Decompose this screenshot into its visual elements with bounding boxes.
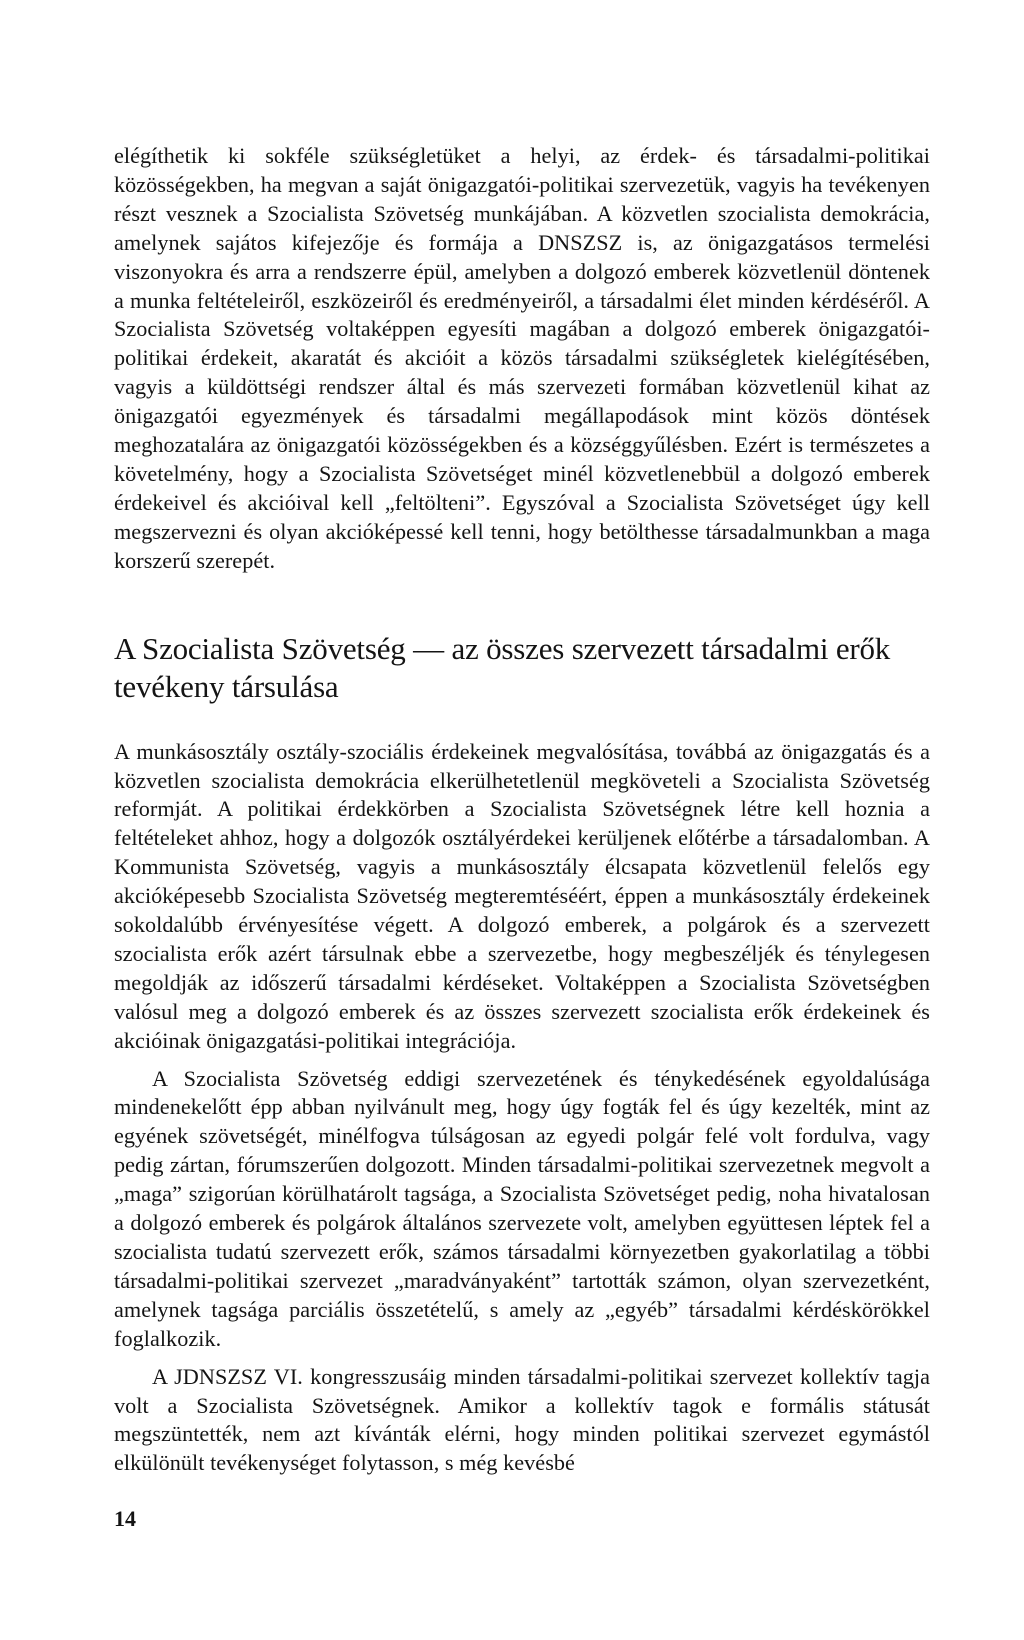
- paragraph: A JDNSZSZ VI. kongresszusáig minden társadalmi-politikai szervezet kollektív tagja volt a Szocialista Szövetségnek. Amikor a kollektív tagok e formális státusát megszüntették, nem azt kívánták elérni, hogy minden politikai szervezet egymástól elkülönült tevékenységet folytasson, s még kevésbé: [114, 1363, 930, 1476]
- paragraph-continued: elégíthetik ki sokféle szükségletüket a helyi, az érdek- és társadalmi-politikai közösségekben, ha megvan a saját önigazgatói-politikai szervezetük, vagyis ha tevékenyen részt vesznek a Szocialista Szövetség munkájában. A közvetlen szocialista demokrácia, amelynek sajátos kifejezője és formája a DNSZSZ is, az önigazgatásos termelési viszonyokra és arra a rendszerre épül, amelyben a dolgozó emberek közvetlenül döntenek a munka feltételeiről, eszközeiről és eredményeiről, a társadalmi élet minden kérdéséről. A Szocialista Szövetség voltaképpen egyesíti magában a dolgozó emberek önigazgatói-politikai érdekeit, akaratát és akcióit a közös társadalmi szükségletek kielégítésében, vagyis a küldöttségi rendszer által és más szervezeti formában közvetlenül kihat az önigazgatói egyezmények és társadalmi megállapodások mint közös döntések meghozatalára az önigazgatói közösségekben és a községgyűlésben. Ezért is természetes a követelmény, hogy a Szocialista Szövetséget minél közvetlenebbül a dolgozó emberek érdekeivel és akcióival kell „feltölteni”. Egyszóval a Szocialista Szövetséget úgy kell megszervezni és olyan akcióképessé kell tenni, hogy betölthesse társadalmunkban a maga korszerű szerepét.: [114, 143, 930, 573]
- spacer: [114, 1056, 930, 1065]
- paragraph: A Szocialista Szövetség eddigi szervezetének és ténykedésének egyoldalúsága mindenekelőtt épp abban nyilvánult meg, hogy úgy fogták fel és úgy kezelték, mint az egyének szövetségét, minélfogva túlságosan az egyedi polgár felé volt fordulva, vagy pedig zártan, fórumszerűen dolgozott. Minden társadalmi-politikai szervezetnek megvolt a „maga” szigorúan körülhatárolt tagsága, a Szocialista Szövetséget pedig, noha hivatalosan a dolgozó emberek és polgárok általános szervezete volt, amelyben együttesen léptek fel a szocialista tudatú szervezett erők, számos társadalmi környezetben gyakorlatilag a többi társadalmi-politikai szervezet „maradványaként” tartották számon, olyan szervezetként, amelynek tagsága parciális összetételű, s amely az „egyéb” társadalmi kérdéskörökkel foglalkozik.: [114, 1065, 930, 1351]
- spacer: [114, 1354, 930, 1363]
- spacer: [114, 576, 930, 630]
- spacer: [114, 706, 930, 738]
- paragraph: A munkásosztály osztály-szociális érdekeinek megvalósítása, továbbá az önigazgatás és a közvetlen szocialista demokrácia elkerülhetetlenül megköveteli a Szocialista Szövetség reformját. A politikai érdekkörben a Szocialista Szövetségnek létre kell hoznia a feltételeket ahhoz, hogy a dolgozók osztályérdekei kerüljenek előtérbe a társadalomban. A Kommunista Szövetség, vagyis a munkásosztály élcsapata közvetlenül felelős egy akcióképesebb Szocialista Szövetség megteremtéséért, éppen a munkásosztály érdekeinek sokoldalúbb érvényesítése végett. A dolgozó emberek, a polgárok és a szervezett szocialista erők azért társulnak ebbe a szervezetbe, hogy megbeszéljék és ténylegesen megoldják az időszerű társadalmi kérdéseket. Voltaképpen a Szocialista Szövetségben valósul meg a dolgozó emberek és az összes szervezett szocialista erők érdekeinek és akcióinak önigazgatási-politikai integrációja.: [114, 738, 930, 1053]
- section-heading: A Szocialista Szövetség — az összes szervezett társadalmi erők tevékeny társulása: [114, 630, 891, 704]
- page-number: 14: [114, 1506, 136, 1531]
- text-column: [114, 142, 930, 1478]
